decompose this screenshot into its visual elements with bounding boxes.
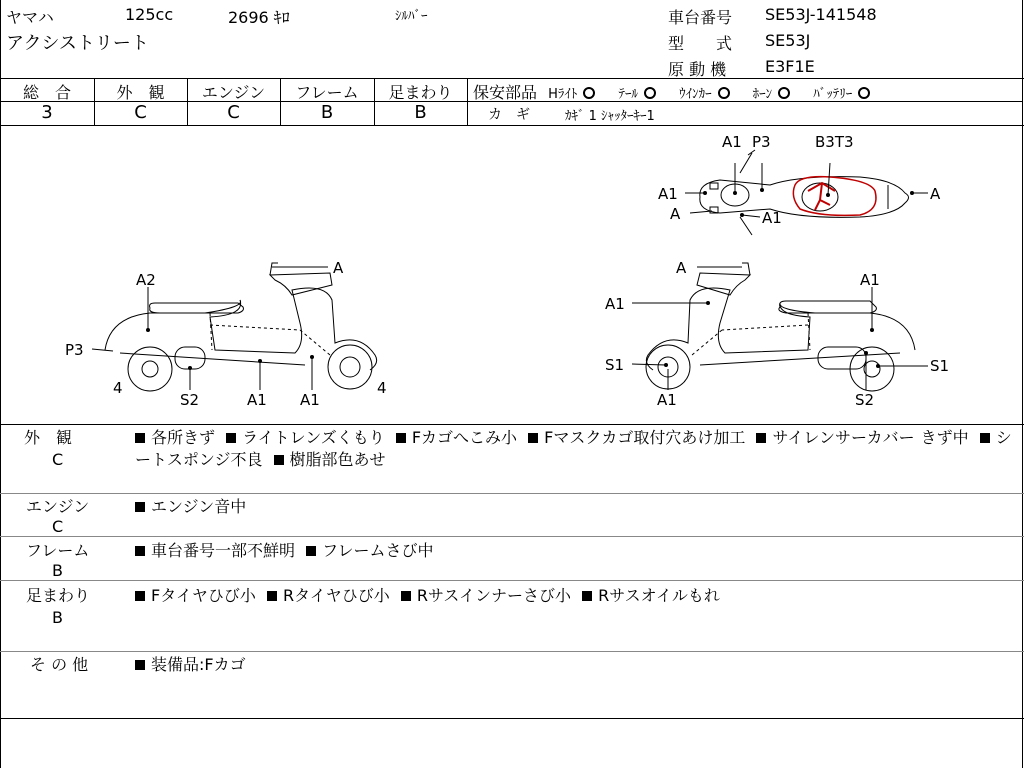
bullet-square-icon [274,455,284,465]
displacement: 125cc [125,5,174,24]
remark-suspension-category: 足まわり [26,586,91,605]
maker: ヤマハ [6,8,54,27]
top-label-a1-bottom: A1 [762,209,782,227]
safety-item-horn: ﾎｰﾝ [752,87,773,102]
remark-exterior-grade: C [52,450,64,469]
grade-sep-5 [467,78,468,125]
bullet-square-icon [401,591,411,601]
bullet-square-icon [396,433,406,443]
grade-engine-value: C [227,102,240,123]
bullet-square-icon [135,660,145,670]
grade-engine-label: エンジン [201,83,266,102]
safety-item-headlight: Hﾗｲﾄ [548,87,578,102]
top-view-scooter [700,150,909,235]
grade-suspension-value: B [414,102,427,123]
engine-value: E3F1E [765,57,815,76]
top-label-a-right: A [930,185,941,203]
right-label-a1-seat: A1 [860,271,880,289]
key-label: カ ギ [488,107,530,123]
left-label-a2: A2 [136,271,156,289]
remarks-line-1 [0,493,1024,494]
bullet-square-icon [135,591,145,601]
grade-frame-label: フレーム [295,83,359,102]
remark-frame-items: 車台番号一部不鮮明 フレームさび中 [135,540,439,562]
ok-circle-icon [778,87,790,99]
remark-suspension-items: Fタイヤひび小 Rタイヤひび小 Rサスインナーさび小 Rサスオイルもれ [135,585,726,607]
seat-damage-mark [808,183,835,210]
model-name: アクシストリート [6,33,149,54]
bullet-square-icon [135,433,145,443]
top-label-a-left: A [670,205,681,223]
grade-total-label: 総 合 [22,83,71,102]
safety-title: 保安部品 [473,83,538,102]
grade-frame-value: B [320,102,334,123]
right-label-s2: S2 [855,391,875,409]
right-label-a: A [676,259,687,277]
remarks-bottom-line [0,718,1024,719]
frame-no-label: 車台番号 [668,8,733,27]
bullet-square-icon [528,433,538,443]
ok-circle-icon [644,87,656,99]
grade-exterior-label: 外 観 [116,83,165,102]
remark-frame-category: フレーム [26,541,90,560]
remarks-top-line [0,424,1024,425]
key-value: ｶｷﾞ 1 ｼｬｯﾀｰｷｰ1 [565,109,655,124]
grade-exterior-value: C [134,102,147,123]
ok-circle-icon [583,87,595,99]
remark-exterior-items: 各所きず ライトレンズくもり Fカゴへこみ小 Fマスクカゴ取付穴あけ加工 サイレンサーカバー きず中 シートスポンジ不良 樹脂部色あせ [135,428,1012,469]
grade-suspension-label: 足まわり [388,83,453,102]
type-label: 型 式 [668,34,733,53]
engine-label: 原 動 機 [668,60,727,79]
right-label-a1: A1 [605,295,625,313]
bullet-square-icon [135,546,145,556]
safety-item-tail: ﾃｰﾙ [618,87,638,102]
left-label-a: A [333,259,344,277]
ok-circle-icon [858,87,870,99]
ok-circle-icon [718,87,730,99]
left-label-s2: S2 [180,391,200,409]
remarks-line-2 [0,536,1024,537]
color: ｼﾙﾊﾞｰ [395,9,428,24]
grade-total-value: 3 [41,102,53,123]
top-label-b3t3: B3T3 [815,133,854,151]
remark-frame-grade: B [52,561,63,580]
left-label-4-rear: 4 [377,379,387,397]
top-label-a1-left: A1 [658,185,678,203]
safety-item-winker: ｳｲﾝｶｰ [679,87,712,102]
remark-engine-grade: C [52,517,64,536]
type-value: SE53J [765,31,811,50]
left-label-a1: A1 [247,391,267,409]
grades-top-line [0,78,1024,79]
remark-suspension-grade: B [52,608,63,627]
left-label-p3: P3 [65,341,84,359]
right-label-a1-wheel: A1 [657,391,677,409]
bullet-square-icon [756,433,766,443]
right-label-s1: S1 [605,356,625,374]
mileage: 2696 ｷﾛ [228,8,290,27]
remark-other-category: そ の 他 [30,655,89,674]
bullet-square-icon [980,433,990,443]
left-label-a1-rear: A1 [300,391,320,409]
remarks-line-4 [0,651,1024,652]
remarks-line-3 [0,580,1024,581]
bullet-square-icon [582,591,592,601]
safety-item-battery: ﾊﾞｯﾃﾘｰ [813,87,853,102]
bullet-square-icon [226,433,236,443]
frame-no: SE53J-141548 [765,5,877,24]
safety-parts [473,80,874,103]
bullet-square-icon [306,546,316,556]
top-label-a1: A1 [722,133,742,151]
bullet-square-icon [267,591,277,601]
remark-exterior-category: 外 観 [24,428,73,447]
remark-engine-category: エンジン [26,497,90,516]
left-label-4-front: 4 [113,379,123,397]
remark-engine-items: エンジン音中 [135,496,252,518]
scooter-diagram [0,125,1024,425]
bullet-square-icon [135,502,145,512]
top-label-p3: P3 [752,133,771,151]
remark-other-items: 装備品:Fカゴ [135,654,252,676]
right-label-s1-rear: S1 [930,357,950,375]
